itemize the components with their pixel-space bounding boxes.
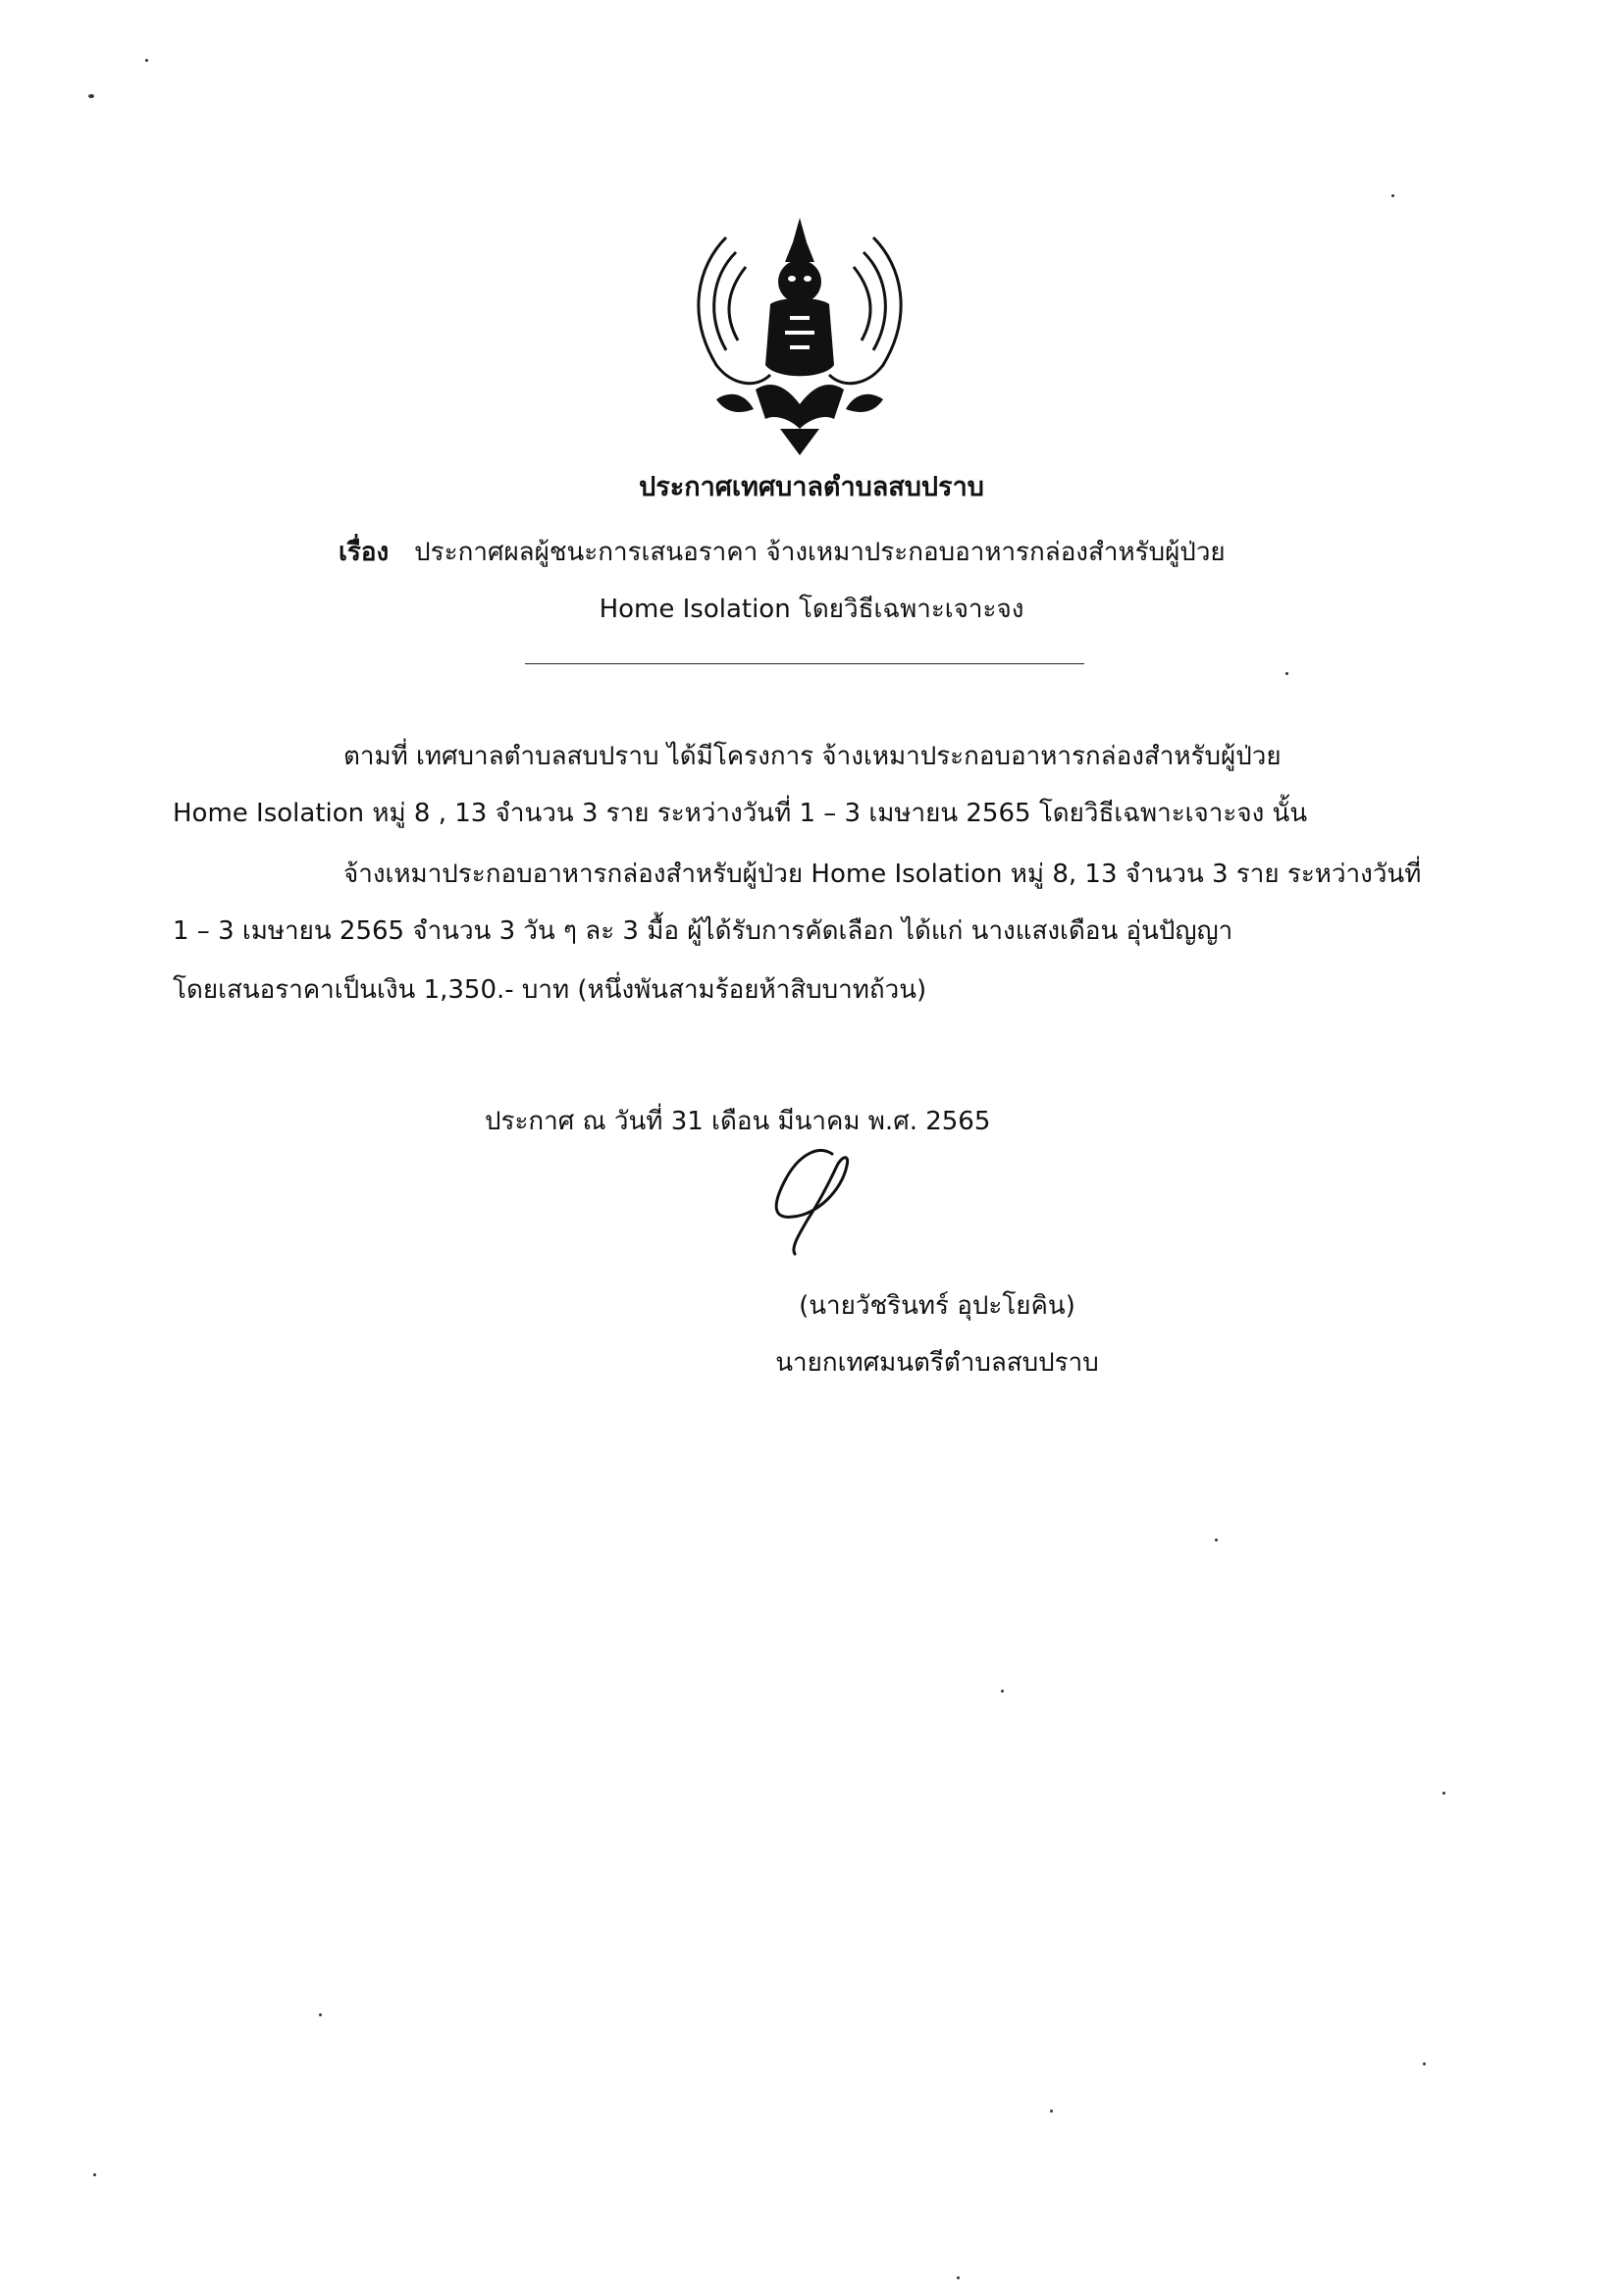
scan-speck	[1442, 1792, 1445, 1795]
scan-speck	[1285, 672, 1288, 675]
scan-speck	[319, 2013, 322, 2016]
body-line-5: โดยเสนอราคาเป็นเงิน 1,350.- บาท (หนึ่งพันสามร้อยห้าสิบบาทถ้วน)	[173, 975, 927, 1005]
signer-title: นายกเทศมนตรีตำบลสบปราบ	[775, 1348, 1099, 1378]
announcement-date: ประกาศ ณ วันที่ 31 เดือน มีนาคม พ.ศ. 2565	[485, 1107, 991, 1136]
signature-icon	[763, 1146, 871, 1264]
body-line-3: จ้างเหมาประกอบอาหารกล่องสำหรับผู้ป่วย Home Isolation หมู่ 8, 13 จำนวน 3 ราย ระหว่างวันที่	[343, 860, 1422, 889]
scan-speck	[1215, 1539, 1218, 1541]
scan-speck	[145, 59, 148, 62]
scan-speck	[1050, 2110, 1053, 2113]
subject-line-2: Home Isolation โดยวิธีเฉพาะเจาะจง	[599, 595, 1024, 624]
signer-name: (นายวัชรินทร์ อุปะโยคิน)	[799, 1291, 1075, 1321]
body-line-1: ตามที่ เทศบาลตำบลสบปราบ ได้มีโครงการ จ้างเหมาประกอบอาหารกล่องสำหรับผู้ป่วย	[343, 742, 1282, 771]
scan-speck	[957, 2276, 960, 2279]
scan-speck	[88, 94, 94, 98]
subject-label: เรื่อง	[339, 538, 390, 567]
garuda-emblem-icon	[687, 218, 913, 455]
scan-speck	[1391, 194, 1394, 197]
body-line-2: Home Isolation หมู่ 8 , 13 จำนวน 3 ราย ระหว่างวันที่ 1 – 3 เมษายน 2565 โดยวิธีเฉพาะเจาะจง นั้น	[173, 799, 1308, 828]
subject-text: ประกาศผลผู้ชนะการเสนอราคา จ้างเหมาประกอบอาหารกล่องสำหรับผู้ป่วย	[414, 538, 1226, 567]
scan-speck	[1001, 1690, 1004, 1693]
body-line-4: 1 – 3 เมษายน 2565 จำนวน 3 วัน ๆ ละ 3 มื้อ ผู้ได้รับการคัดเลือก ได้แก่ นางแสงเดือน อุ่นปัญญา	[173, 916, 1233, 946]
subject-line	[339, 532, 1226, 572]
organization-title: ประกาศเทศบาลตำบลสบปราบ	[639, 472, 984, 502]
divider	[525, 663, 1084, 664]
scan-speck	[1423, 2062, 1426, 2065]
scan-speck	[93, 2173, 96, 2176]
